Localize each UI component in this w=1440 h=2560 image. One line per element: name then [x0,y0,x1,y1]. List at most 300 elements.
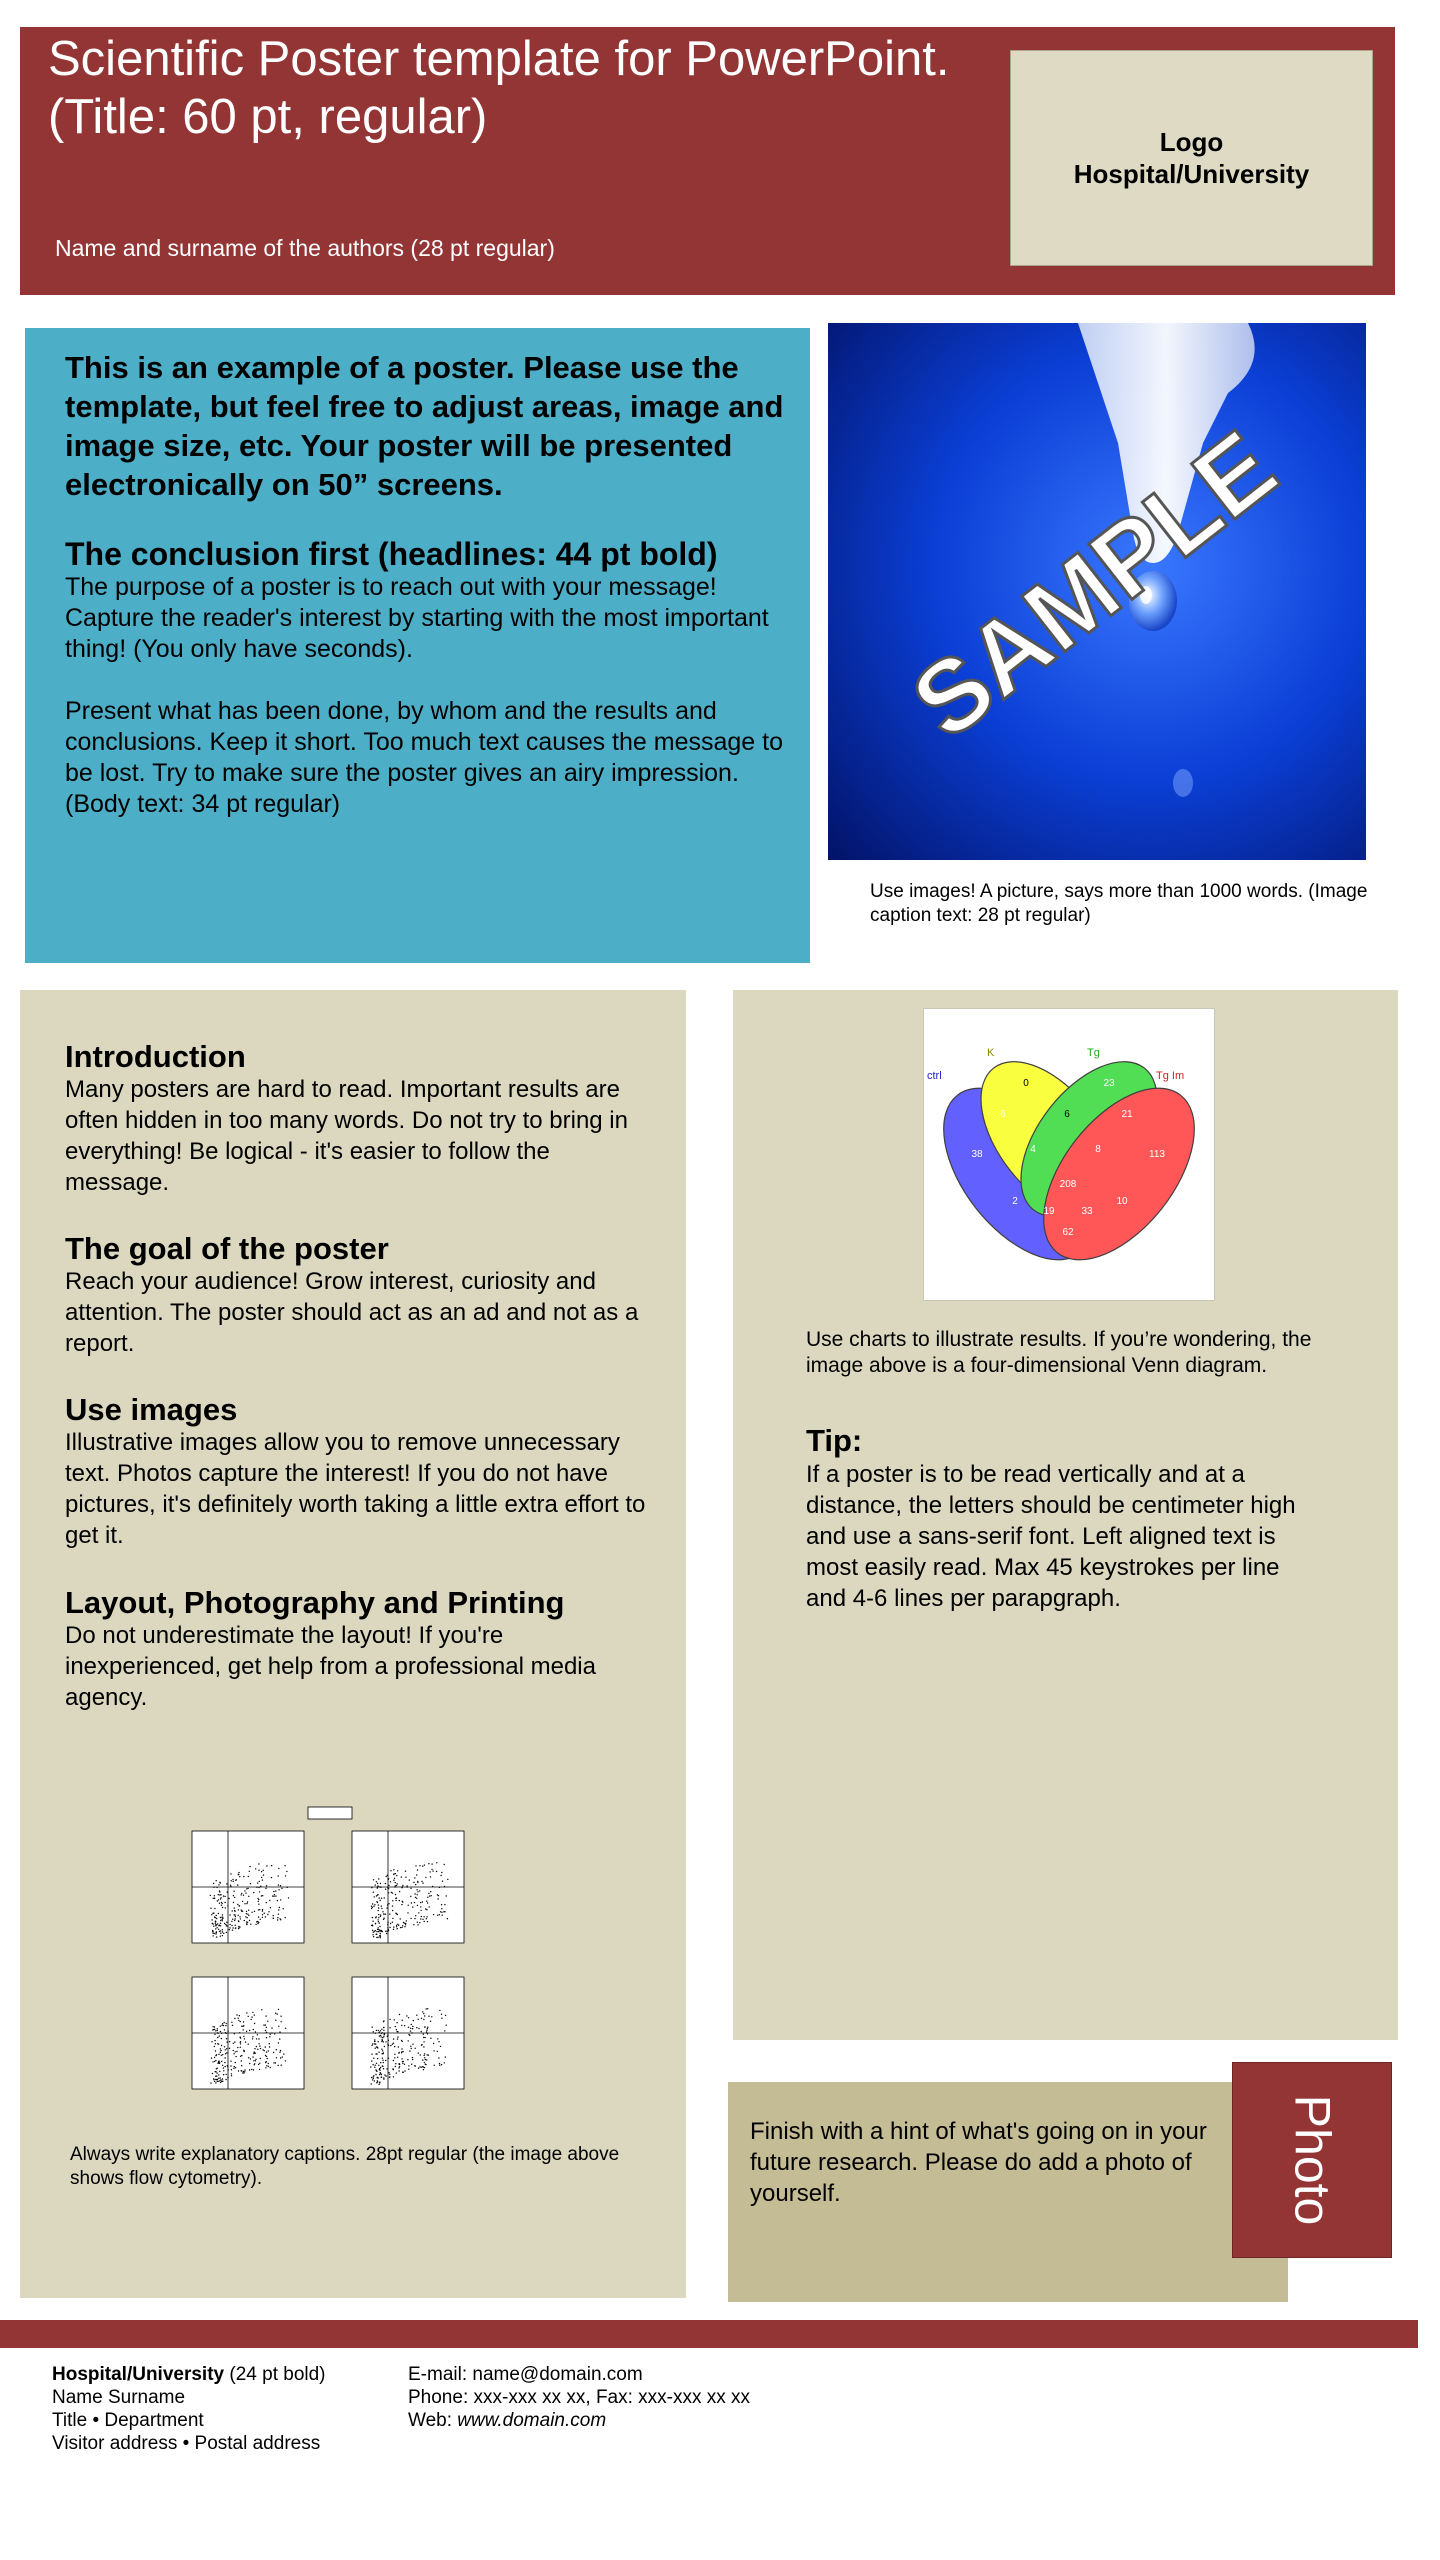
flow-event-dot [271,1877,272,1878]
flow-event-dot [280,2057,281,2058]
flow-event-dot [234,1920,235,1921]
flow-event-dot [404,2025,405,2026]
flow-event-dot [224,2046,225,2047]
venn-label-k: K [987,1047,995,1059]
flow-event-dot [375,2065,376,2066]
flow-event-dot [222,1907,223,1908]
flow-event-dot [258,1863,259,1864]
flow-cytometry-caption: Always write explanatory captions. 28pt regular (the image above shows flow cytometry). [70,2144,620,2189]
flow-event-dot [254,2052,255,2053]
flow-event-dot [422,2059,423,2060]
flow-event-dot [255,1924,256,1925]
flow-event-dot [376,2030,377,2031]
flow-event-dot [255,2060,256,2061]
flow-event-dot [376,1901,377,1902]
flow-event-dot [271,2027,272,2028]
intro-lead-text: This is an example of a poster. Please use the template, but feel free to adjust areas, image and image size, etc. Your poster will be presented electronically on 50” screens. [65,350,784,502]
flow-event-dot [279,2052,280,2053]
flow-event-dot [380,2062,381,2063]
flow-event-dot [390,1870,391,1871]
flow-event-dot [245,2041,246,2042]
flow-event-dot [259,2069,260,2070]
flow-event-dot [211,2041,212,2042]
flow-event-dot [240,2041,241,2042]
flow-event-dot [281,2065,282,2066]
flow-event-dot [253,1892,254,1893]
flow-event-dot [392,2068,393,2069]
venn-count: 2 [1012,1196,1018,1207]
flow-event-dot [235,1925,236,1926]
flow-event-dot [263,1874,264,1875]
flow-event-dot [377,1887,378,1888]
section-heading: Layout, Photography and Printing [65,1585,565,1620]
flow-event-dot [441,1912,442,1913]
flow-event-dot [388,2072,389,2073]
flow-event-dot [413,1882,414,1883]
flow-event-dot [269,1900,270,1901]
flow-event-dot [268,1911,269,1912]
flow-event-dot [431,2016,432,2017]
flow-event-dot [277,1917,278,1918]
flow-event-dot [404,1923,405,1924]
flow-event-dot [418,2019,419,2020]
flow-event-dot [378,2052,379,2053]
flow-event-dot [230,1886,231,1887]
flow-event-dot [382,2053,383,2054]
flow-event-dot [217,1923,218,1924]
flow-event-dot [270,2067,271,2068]
venn-count: 19 [1043,1206,1055,1217]
flow-event-dot [213,1883,214,1884]
flow-event-dot [230,2065,231,2066]
flow-event-dot [258,1899,259,1900]
flow-event-dot [426,2031,427,2032]
flow-event-dot [214,1933,215,1934]
flow-event-dot [395,1913,396,1914]
venn-count: 4 [1030,1144,1036,1155]
flow-event-dot [225,2079,226,2080]
flow-event-dot [278,2026,279,2027]
flow-event-dot [393,2076,394,2077]
flow-event-dot [241,1911,242,1912]
flow-event-dot [235,1927,236,1928]
flow-event-dot [227,1892,228,1893]
flow-event-dot [429,1895,430,1896]
flow-event-dot [235,2067,236,2068]
flow-event-dot [216,1927,217,1928]
flow-event-dot [278,1875,279,1876]
flow-event-dot [433,2050,434,2051]
flow-event-dot [396,2029,397,2030]
flow-event-dot [235,2051,236,2052]
flow-event-dot [430,2021,431,2022]
flow-event-dot [397,1870,398,1871]
footer-web-link[interactable]: www.domain.com [457,2410,607,2431]
flow-event-dot [400,1918,401,1919]
flow-event-dot [442,1881,443,1882]
goal-section [65,1232,655,1359]
flow-event-dot [250,2058,251,2059]
flow-event-dot [376,2053,377,2054]
flow-event-dot [423,2019,424,2020]
flow-event-dot [228,1898,229,1899]
flow-event-dot [420,2054,421,2055]
flow-event-dot [373,2078,374,2079]
flow-event-dot [394,2046,395,2047]
flow-event-dot [244,2071,245,2072]
flow-event-dot [265,2067,266,2068]
logo-label: Logo [1159,127,1224,157]
flow-event-dot [372,2079,373,2080]
flow-event-dot [278,2009,279,2010]
footer-org-note: (24 pt bold) [224,2364,326,2385]
flow-event-dot [214,2029,215,2030]
flow-event-dot [249,2063,250,2064]
flow-event-dot [424,1921,425,1922]
flow-event-dot [256,2046,257,2047]
footer-email: E-mail: name@domain.com [408,2364,643,2385]
flow-event-dot [223,2070,224,2071]
flow-event-dot [412,1906,413,1907]
flow-event-dot [222,2065,223,2066]
flow-event-dot [275,1895,276,1896]
flow-event-dot [219,1903,220,1904]
flow-event-dot [415,1915,416,1916]
flow-event-dot [262,1910,263,1911]
flow-event-dot [214,2040,215,2041]
flow-event-dot [376,1916,377,1917]
flow-event-dot [215,1933,216,1934]
flow-event-dot [213,1926,214,1927]
flow-event-dot [225,1907,226,1908]
flow-event-dot [247,1914,248,1915]
flow-event-dot [239,2036,240,2037]
flow-event-dot [382,2058,383,2059]
flow-event-dot [257,1882,258,1883]
flow-event-dot [245,1916,246,1917]
flow-event-dot [265,2030,266,2031]
flow-event-dot [409,2035,410,2036]
flow-event-dot [396,1885,397,1886]
flow-event-dot [396,1897,397,1898]
flow-event-dot [387,1904,388,1905]
venn-count: 10 [1116,1196,1128,1207]
flow-event-dot [232,1927,233,1928]
flow-event-dot [242,2072,243,2073]
flow-event-dot [280,2016,281,2017]
footer-contact-details [408,2363,968,2432]
flow-event-dot [390,1923,391,1924]
flow-event-dot [402,2051,403,2052]
flow-event-dot [404,1926,405,1927]
flow-event-dot [260,1919,261,1920]
flow-event-dot [220,2050,221,2051]
flow-event-dot [389,1913,390,1914]
flow-event-dot [270,2034,271,2035]
flow-event-dot [244,2038,245,2039]
flow-event-dot [385,2041,386,2042]
flow-event-dot [260,2048,261,2049]
flow-event-dot [438,2041,439,2042]
flow-event-dot [383,2077,384,2078]
flow-event-dot [261,1871,262,1872]
flow-event-dot [378,1931,379,1932]
flow-event-dot [224,2022,225,2023]
flow-event-dot [223,2025,224,2026]
flow-event-dot [393,1880,394,1881]
flow-event-dot [439,1887,440,1888]
flow-event-dot [431,1895,432,1896]
flow-event-dot [227,2066,228,2067]
flow-event-dot [221,2025,222,2026]
flow-event-dot [399,1891,400,1892]
flow-event-dot [393,2043,394,2044]
flow-event-dot [258,2064,259,2065]
flow-event-dot [218,1894,219,1895]
flow-event-dot [401,1904,402,1905]
flow-event-dot [383,2034,384,2035]
flow-event-dot [394,1886,395,1887]
flow-event-dot [277,1919,278,1920]
flow-event-dot [284,1865,285,1866]
flow-event-dot [374,2041,375,2042]
flow-event-dot [241,2055,242,2056]
flow-event-dot [233,2043,234,2044]
flow-event-dot [257,2034,258,2035]
flow-event-dot [214,2026,215,2027]
flow-event-dot [426,2030,427,2031]
flow-event-dot [259,1891,260,1892]
flow-event-dot [223,1933,224,1934]
flow-event-dot [265,1916,266,1917]
flow-event-dot [441,1872,442,1873]
flow-event-dot [281,1888,282,1889]
flow-event-dot [240,2021,241,2022]
flow-event-dot [395,1900,396,1901]
flow-event-dot [257,2049,258,2050]
flow-event-dot [419,1890,420,1891]
flow-event-dot [372,1903,373,1904]
flow-event-dot [408,2065,409,2066]
flow-event-dot [427,1897,428,1898]
flow-event-dot [213,1898,214,1899]
flow-event-dot [266,2065,267,2066]
flow-event-dot [278,1889,279,1890]
flow-event-dot [396,2022,397,2023]
flow-event-dot [246,1888,247,1889]
flow-event-dot [234,1910,235,1911]
flow-event-dot [275,1890,276,1891]
flow-event-dot [383,2030,384,2031]
scatter-plot-4 [352,1977,464,2089]
flow-event-dot [383,2027,384,2028]
flow-event-dot [378,2065,379,2066]
flow-event-dot [238,1872,239,1873]
flow-event-dot [220,2031,221,2032]
flow-event-dot [283,1908,284,1909]
flow-event-dot [426,1918,427,1919]
flow-event-dot [241,2060,242,2061]
flow-event-dot [398,1925,399,1926]
section-text: Reach your audience! Grow interest, curiosity and attention. The poster should act as an ad and not as a report. [65,1268,639,1357]
flow-event-dot [214,1898,215,1899]
flow-event-dot [254,2063,255,2064]
flow-event-dot [257,1921,258,1922]
footer-title-department: Title • Department [52,2410,204,2431]
flow-event-dot [384,2033,385,2034]
flow-event-dot [285,1875,286,1876]
flow-event-dot [392,1900,393,1901]
flow-event-dot [405,1923,406,1924]
flow-event-dot [222,1914,223,1915]
flow-event-dot [271,2032,272,2033]
flow-event-dot [251,2019,252,2020]
flow-event-dot [249,2069,250,2070]
flow-event-dot [439,1914,440,1915]
scatter-plot-2 [352,1831,464,1943]
venn-count: 8 [1095,1144,1101,1155]
flow-event-dot [428,2055,429,2056]
flow-event-dot [415,1865,416,1866]
flow-event-dot [260,2058,261,2059]
flow-event-dot [378,2030,379,2031]
flow-event-dot [430,2038,431,2039]
flow-event-dot [243,2050,244,2051]
flow-event-dot [416,1889,417,1890]
flow-event-dot [401,1927,402,1928]
flow-event-dot [259,2045,260,2046]
flow-event-dot [221,2038,222,2039]
flow-event-dot [236,1879,237,1880]
flow-event-dot [382,1931,383,1932]
flow-event-dot [220,1917,221,1918]
flow-event-dot [215,1921,216,1922]
flow-event-dot [378,1904,379,1905]
flow-event-dot [250,1924,251,1925]
flow-event-dot [218,2074,219,2075]
flow-event-dot [278,1868,279,1869]
flow-event-dot [441,1904,442,1905]
flow-event-dot [445,2056,446,2057]
flow-event-dot [276,2057,277,2058]
flow-event-dot [238,2020,239,2021]
flow-event-dot [231,2022,232,2023]
flow-event-dot [413,1924,414,1925]
flow-event-dot [430,1876,431,1877]
flow-event-dot [397,2038,398,2039]
flow-event-dot [233,1902,234,1903]
flow-event-dot [386,1907,387,1908]
flow-event-dot [371,2054,372,2055]
flow-event-dot [411,2064,412,2065]
flow-event-dot [417,1922,418,1923]
flow-event-dot [377,1929,378,1930]
flow-event-dot [278,1914,279,1915]
venn-count: 113 [1149,1149,1165,1160]
flow-event-dot [211,1914,212,1915]
flow-event-dot [440,2046,441,2047]
flow-event-dot [215,2071,216,2072]
flow-event-dot [266,1902,267,1903]
venn-diagram [923,1008,1215,1301]
flow-event-dot [386,2068,387,2069]
flow-event-dot [374,1896,375,1897]
flow-event-dot [416,2015,417,2016]
flow-event-dot [275,2062,276,2063]
flow-event-dot [417,1891,418,1892]
flow-event-dot [235,2056,236,2057]
flow-event-dot [233,1881,234,1882]
flow-event-dot [266,2027,267,2028]
flow-event-dot [232,1879,233,1880]
flow-event-dot [265,2015,266,2016]
flow-event-dot [222,1903,223,1904]
conclusion-paragraph-1: The purpose of a poster is to reach out with your message! Capture the reader's interest by starting with the most important thing! (You only have seconds). [65,573,769,663]
flow-event-dot [393,1926,394,1927]
flow-event-dot [211,2057,212,2058]
flow-event-dot [217,2028,218,2029]
flow-event-dot [238,1905,239,1906]
flow-event-dot [218,1884,219,1885]
flow-event-dot [265,2024,266,2025]
flow-event-dot [241,2026,242,2027]
flow-event-dot [238,1920,239,1921]
footer-bar [0,2320,1418,2348]
flow-event-dot [389,2027,390,2028]
flow-event-dot [227,2030,228,2031]
flow-event-dot [418,2068,419,2069]
flow-event-dot [392,1918,393,1919]
flow-event-dot [410,2030,411,2031]
flow-event-dot [412,2028,413,2029]
flow-event-dot [240,2056,241,2057]
flow-event-dot [414,1918,415,1919]
flow-event-dot [212,2029,213,2030]
flow-event-dot [266,2032,267,2033]
flow-event-dot [395,1873,396,1874]
flow-event-dot [442,1915,443,1916]
flow-event-dot [238,1915,239,1916]
flow-event-dot [388,2040,389,2041]
flow-event-dot [376,2070,377,2071]
flow-event-dot [266,2056,267,2057]
flow-event-dot [387,1931,388,1932]
flow-event-dot [380,1933,381,1934]
flow-event-dot [385,1914,386,1915]
flow-event-dot [225,2057,226,2058]
flow-event-dot [218,1899,219,1900]
flow-event-dot [258,1870,259,1871]
flow-event-dot [273,2062,274,2063]
flow-event-dot [264,1913,265,1914]
flow-event-dot [260,1886,261,1887]
flow-event-dot [253,2029,254,2030]
flow-event-dot [218,2043,219,2044]
flow-event-dot [394,2057,395,2058]
flow-event-dot [280,1885,281,1886]
flow-event-dot [399,2014,400,2015]
flow-event-dot [412,2026,413,2027]
photo-label: Photo [1283,2094,1340,2226]
flow-event-dot [420,1906,421,1907]
intro-panel [25,328,810,963]
flow-event-dot [440,1911,441,1912]
flow-event-dot [397,2036,398,2037]
venn-count: 23 [1103,1078,1115,1089]
flow-event-dot [212,1932,213,1933]
flow-event-dot [213,2079,214,2080]
flow-event-dot [229,1914,230,1915]
